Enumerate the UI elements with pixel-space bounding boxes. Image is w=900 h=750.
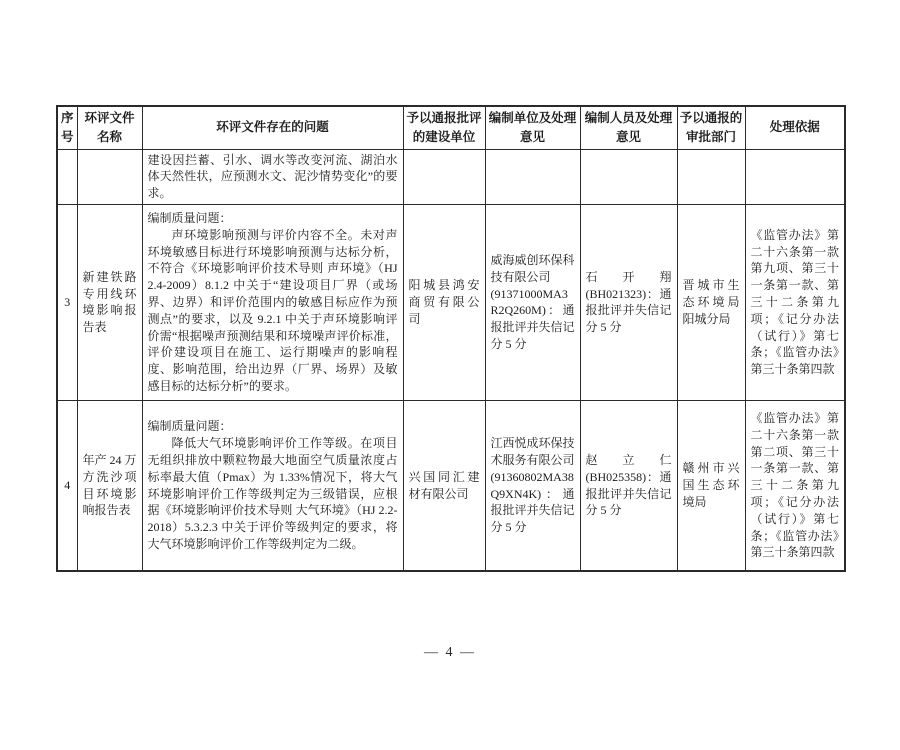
table-header-row (57, 106, 845, 149)
compile-person-detail: (BH021323)：通报批评并失信记分 5 分 (585, 286, 672, 335)
approval-dept-cell: 晋城市生态环境局阳城分局 (677, 204, 745, 400)
doc-name-cell: 新建铁路专用线环境影响报告表 (77, 204, 142, 400)
problem-body: 降低大气环境影响评价工作等级。在项目无组织排放中颗粒物最大地面空气质量浓度占标率最大值（Pmax）为 1.33%情况下，将大气环境影响评价工作等级判定为三级错误，应根据《环境影响评价技术导则 大气环境》（HJ 2.2-2018）5.3.2.3 中关于评价等级判定的要求，将大气环境影响评价工作等级判定为二级。 (147, 436, 398, 552)
approval-dept-cell: 赣州市兴国生态环境局 (677, 400, 745, 571)
basis-cell: 《监管办法》第二十六条第一款第二项、第三十一条第一款、第三十二条第九项；《记分办法（试行）》第七条；《监管办法》第三十条第四款 (745, 400, 845, 571)
construction-unit-cell: 兴国同汇建材有限公司 (403, 400, 485, 571)
compile-unit-detail: (91360802MA38Q9XN4K)：通报批评并失信记分 5 分 (490, 469, 575, 535)
continuation-row (57, 149, 845, 204)
empty-approval-dept-cell (677, 149, 745, 204)
header-compile-unit: 编制单位及处理意见 (485, 106, 580, 149)
empty-compile-person-cell (580, 149, 677, 204)
basis-cell: 《监管办法》第二十六条第一款第九项、第三十一条第一款、第三十二条第九项；《记分办法（试行）》第七条；《监管办法》第三十条第四款 (745, 204, 845, 400)
compile-unit-name: 江西悦成环保技术服务有限公司 (490, 436, 575, 468)
header-approval-dept: 予以通报的审批部门 (677, 106, 745, 149)
table-row (57, 400, 845, 571)
problem-title: 编制质量问题： (147, 211, 232, 225)
empty-basis-cell (745, 149, 845, 204)
page-number: — 4 — (424, 645, 476, 660)
compile-unit-detail: (91371000MA3R2Q260M)：通报批评并失信记分 5 分 (490, 286, 575, 351)
compile-person-name: 赵立仁 (585, 453, 672, 468)
problem-cell (142, 204, 403, 400)
empty-doc-name-cell (77, 149, 142, 204)
compile-unit-cell (485, 204, 580, 400)
header-problems: 环评文件存在的问题 (142, 106, 403, 149)
compile-person-cell (580, 400, 677, 571)
construction-unit-cell: 阳城县鸿安商贸有限公司 (403, 204, 485, 400)
compile-person-detail: (BH025358)：通报批评并失信记分 5 分 (585, 469, 672, 518)
header-seq: 序号 (57, 106, 77, 149)
problem-title: 编制质量问题： (147, 419, 232, 434)
empty-compile-unit-cell (485, 149, 580, 204)
header-doc-name: 环评文件名称 (77, 106, 142, 149)
compile-unit-cell (485, 400, 580, 571)
header-construction-unit: 予以通报批评的建设单位 (403, 106, 485, 149)
header-basis: 处理依据 (745, 106, 845, 149)
compile-unit-name: 威海威创环保科技有限公司 (490, 253, 575, 284)
problem-body: 声环境影响预测与评价内容不全。未对声环境敏感目标进行环境影响预测与达标分析，不符合《环境影响评价技术导则 声环境》（HJ 2.4-2009）8.1.2 中关于“建设项目厂界（或场界、边界）和评价范围内的敏感目标应作为预测点”的要求，以及 9.2.1 中关于声环境影响评价需“根据噪声预测结果和环境噪声评价标准，评价建设项目在施工、运行期噪声的影响程度、影响范围，给出边界（厂界、场界）及敏感目标的达标分析”的要求。 (147, 227, 398, 393)
eia-problems-table (56, 105, 846, 572)
compile-person-cell (580, 204, 677, 400)
table-row (57, 204, 845, 400)
continuation-problem-cell (142, 149, 403, 204)
doc-name-cell: 年产 24 万方洗沙项目环境影响报告表 (77, 400, 142, 571)
seq-cell: 4 (57, 400, 77, 571)
empty-seq-cell (57, 149, 77, 204)
continuation-problem-text: 建设因拦蓄、引水、调水等改变河流、湖泊水体天然性状，应预测水文、泥沙情势变化”的要求。 (147, 152, 398, 201)
compile-person-name: 石开翔 (585, 269, 672, 284)
empty-construction-unit-cell (403, 149, 485, 204)
header-compile-person: 编制人员及处理意见 (580, 106, 677, 149)
seq-cell: 3 (57, 204, 77, 400)
problem-cell (142, 400, 403, 571)
